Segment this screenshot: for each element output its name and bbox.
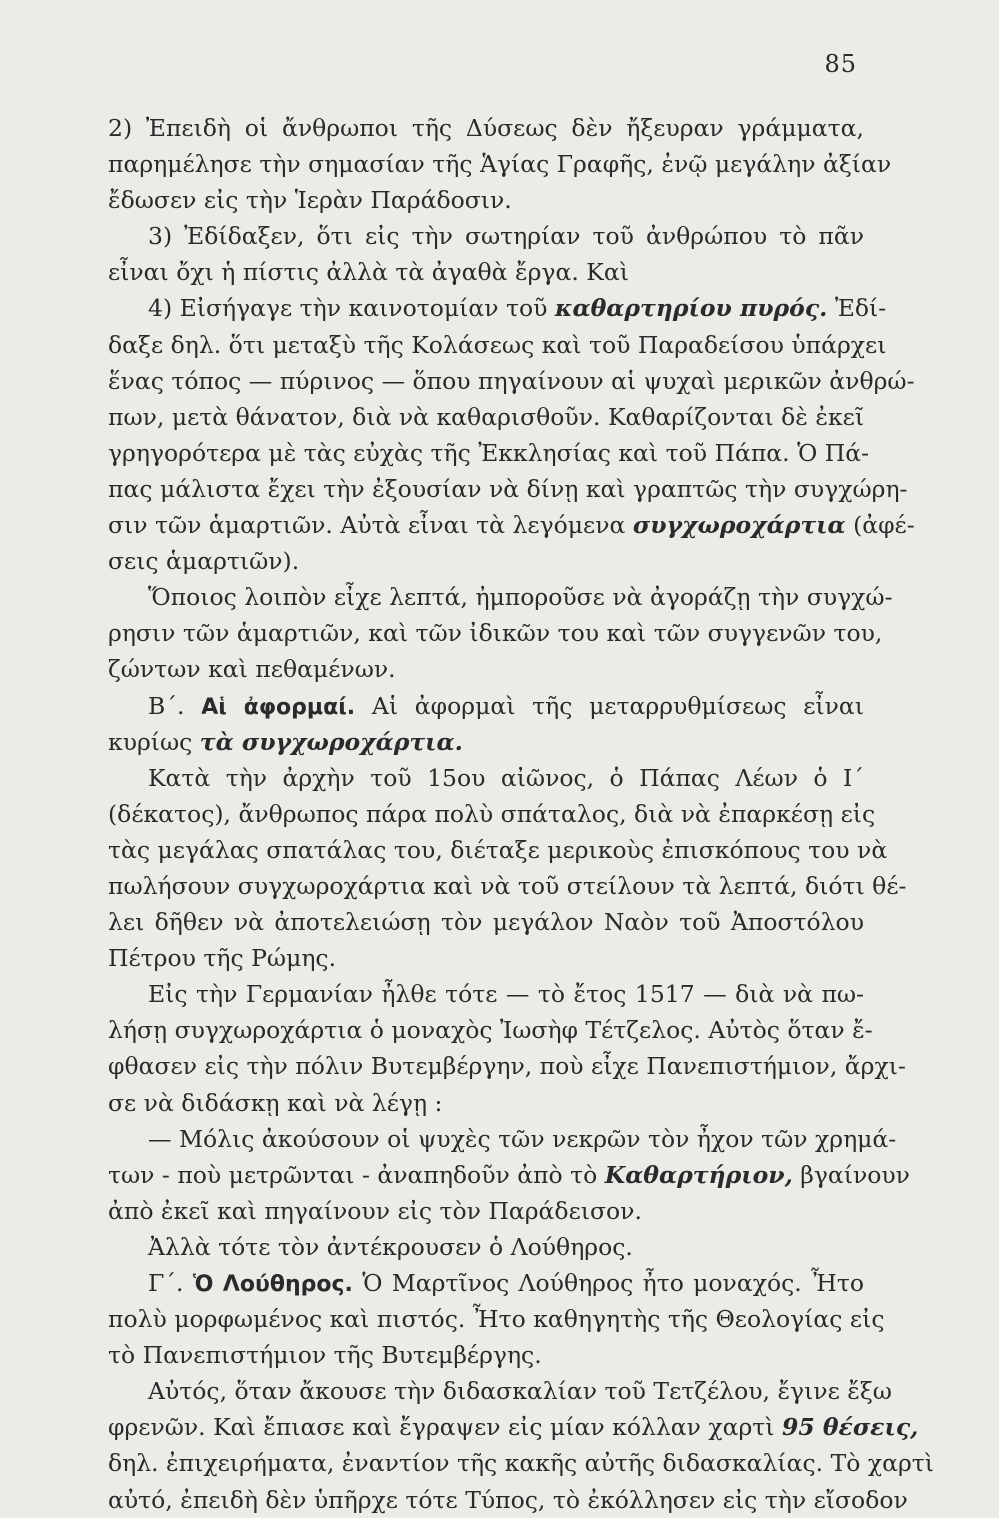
text-run: σιν τῶν ἁμαρτιῶν. Αὐτὰ εἶναι τὰ λεγόμενα	[108, 511, 633, 540]
text-line	[108, 1048, 906, 1084]
text-line	[108, 579, 893, 615]
text-line	[108, 1012, 873, 1048]
text-run: Ἀλλὰ τότε τὸν ἀντέκρουσεν ὁ Λούθηρος.	[148, 1232, 633, 1261]
text-line	[108, 904, 864, 940]
text-run: (δέκατος), ἄνθρωπος πάρα πολὺ σπάταλος, διὰ νὰ ἐπαρκέσῃ εἰς	[108, 799, 876, 828]
text-run: φρενῶν. Καὶ ἔπιασε καὶ ἔγραψεν εἰς μίαν κόλλαν χαρτὶ	[108, 1413, 782, 1442]
text-run: ἔδωσεν εἰς τὴν Ἱερὰν Παράδοσιν.	[108, 186, 512, 215]
emphasized-text: συγχωροχάρτια	[632, 511, 846, 540]
text-run: γρηγορότερα μὲ τὰς εὐχὰς τῆς Ἐκκλησίας καὶ τοῦ Πάπα. Ὁ Πά-	[108, 438, 870, 467]
text-line	[108, 327, 887, 363]
text-line	[108, 940, 864, 976]
text-line	[108, 760, 864, 796]
text-line	[108, 254, 864, 290]
text-line	[108, 1265, 864, 1301]
emphasized-text: τὰ συγχωροχάρτια.	[199, 727, 463, 756]
text-run: Κατὰ τὴν ἀρχὴν τοῦ 15ου αἰῶνος, ὁ Πάπας Λέων ὁ Ι΄	[148, 763, 864, 792]
text-run: ἀπὸ ἐκεῖ καὶ πηγαίνουν εἰς τὸν Παράδεισον.	[108, 1196, 642, 1225]
text-line	[108, 688, 864, 724]
text-run: ζώντων καὶ πεθαμένων.	[108, 655, 396, 684]
text-run: Ἐδί-	[827, 294, 887, 323]
text-line	[108, 290, 887, 326]
text-line	[108, 724, 864, 760]
text-run: πολὺ μορφωμένος καὶ πιστός. Ἦτο καθηγητὴς τῆς Θεολογίας εἰς	[108, 1305, 885, 1334]
text-run: 2) Ἐπειδὴ οἱ ἄνθρωποι τῆς Δύσεως δὲν ἤξευραν γράμματα,	[108, 114, 864, 142]
text-run: 4) Εἰσήγαγε τὴν καινοτομίαν τοῦ	[148, 294, 555, 323]
text-line	[108, 1482, 908, 1518]
text-line	[108, 868, 907, 904]
text-run: πας μάλιστα ἔχει τὴν ἐξουσίαν νὰ δίνῃ καὶ γραπτῶς τὴν συγχώρη-	[108, 474, 908, 503]
text-run: Γ΄.	[148, 1269, 193, 1297]
text-line	[108, 399, 864, 435]
text-run: — Μόλις ἀκούσουν οἱ ψυχὲς τῶν νεκρῶν τὸν ἦχον τῶν χρημά-	[148, 1124, 897, 1153]
text-line	[108, 832, 888, 868]
text-line	[108, 1121, 897, 1157]
text-run: 3) Ἐδίδαξεν, ὅτι εἰς τὴν σωτηρίαν τοῦ ἀνθρώπου τὸ πᾶν	[148, 222, 864, 251]
text-line	[108, 651, 864, 687]
text-line	[108, 1373, 892, 1409]
text-run: Πέτρου τῆς Ρώμης.	[108, 944, 337, 973]
text-run: λήσῃ συγχωροχάρτια ὁ μοναχὸς Ἰωσὴφ Τέτζελος. Αὐτὸς ὅταν ἔ-	[108, 1016, 873, 1045]
text-line	[108, 1193, 864, 1229]
text-run: σε νὰ διδάσκῃ καὶ νὰ λέγῃ :	[108, 1088, 443, 1117]
text-run: κυρίως	[108, 727, 200, 756]
body-text	[108, 110, 934, 1518]
text-run: ἕνας τόπος — πύρινος — ὅπου πηγαίνουν αἱ ψυχαὶ μερικῶν ἀνθρώ-	[108, 366, 915, 395]
text-line	[108, 1085, 864, 1121]
text-line	[108, 796, 876, 832]
text-run: Ὁ Μαρτῖνος Λούθηρος ἦτο μοναχός. Ἦτο	[352, 1269, 864, 1297]
text-run: φθασεν εἰς τὴν πόλιν Βυτεμβέργην, ποὺ εἶχε Πανεπιστήμιον, ἄρχι-	[108, 1052, 906, 1081]
emphasized-text: Καθαρτήριον,	[604, 1160, 793, 1189]
text-run: δηλ. ἐπιχειρήματα, ἐναντίον τῆς κακῆς αὐτῆς διδασκαλίας. Τὸ χαρτὶ	[108, 1449, 934, 1478]
text-line	[108, 435, 870, 471]
text-run: δαξε δηλ. ὅτι μεταξὺ τῆς Κολάσεως καὶ τοῦ Παραδείσου ὑπάρχει	[108, 330, 887, 359]
text-run: Εἰς τὴν Γερμανίαν ἦλθε τότε — τὸ ἔτος 1517 — διὰ νὰ πω-	[148, 980, 864, 1009]
text-run: ρησιν τῶν ἁμαρτιῶν, καὶ τῶν ἰδικῶν του καὶ τῶν συγγενῶν του,	[108, 619, 883, 648]
text-run: σεις ἁμαρτιῶν).	[108, 547, 300, 576]
text-run: (ἀφέ-	[845, 511, 915, 540]
text-line	[108, 1301, 885, 1337]
text-line	[108, 615, 883, 651]
page-number: 85	[824, 50, 857, 78]
text-line	[108, 507, 915, 543]
text-line	[108, 1337, 864, 1373]
text-line	[108, 146, 892, 182]
emphasized-text: Αἱ ἀφορμαί.	[201, 694, 356, 720]
text-line	[108, 1229, 864, 1265]
text-run: λει δῆθεν νὰ ἀποτελειώσῃ τὸν μεγάλον Ναὸν τοῦ Ἀποστόλου	[108, 908, 864, 937]
text-run: παρημέλησε τὴν σημασίαν τῆς Ἁγίας Γραφῆς, ἐνῷ μεγάλην ἀξίαν	[108, 150, 892, 179]
text-run: Ὅποιος λοιπὸν εἶχε λεπτά, ἠμποροῦσε νὰ ἀγοράζῃ τὴν συγχώ-	[148, 583, 893, 612]
text-line	[108, 110, 864, 146]
text-line	[108, 471, 908, 507]
text-line	[108, 218, 864, 254]
text-run: Β΄.	[148, 691, 202, 720]
text-line	[108, 1445, 934, 1481]
text-run: Αἱ ἀφορμαὶ τῆς μεταρρυθμίσεως εἶναι	[355, 691, 864, 720]
text-run: βγαίνουν	[792, 1160, 910, 1189]
text-line	[108, 1409, 919, 1445]
emphasized-text: Ὁ Λούθηρος.	[192, 1272, 353, 1297]
text-run: πωλήσουν συγχωροχάρτια καὶ νὰ τοῦ στείλουν τὰ λεπτά, διότι θέ-	[108, 871, 907, 900]
text-run: εἶναι ὄχι ἡ πίστις ἀλλὰ τὰ ἀγαθὰ ἔργα. Καὶ	[108, 258, 629, 287]
text-line	[108, 1157, 910, 1193]
text-run: των - ποὺ μετρῶνται - ἀναπηδοῦν ἀπὸ τὸ	[108, 1160, 605, 1189]
text-run: αὐτό, ἐπειδὴ δὲν ὑπῆρχε τότε Τύπος, τὸ ἐκόλλησεν εἰς τὴν εἴσοδον	[108, 1485, 908, 1514]
text-line	[108, 976, 864, 1012]
text-run: τὸ Πανεπιστήμιον τῆς Βυτεμβέργης.	[108, 1341, 542, 1370]
emphasized-text: καθαρτηρίου πυρός.	[554, 294, 828, 323]
emphasized-text: 95 θέσεις,	[781, 1413, 919, 1442]
text-line	[108, 182, 864, 218]
text-run: Αὐτός, ὅταν ἄκουσε τὴν διδασκαλίαν τοῦ Τετζέλου, ἔγινε ἔξω	[148, 1377, 892, 1406]
text-line	[108, 363, 915, 399]
text-run: πων, μετὰ θάνατον, διὰ νὰ καθαρισθοῦν. Καθαρίζονται δὲ ἐκεῖ	[108, 402, 865, 431]
text-run: τὰς μεγάλας σπατάλας του, διέταξε μερικοὺς ἐπισκόπους του νὰ	[108, 835, 888, 864]
text-line	[108, 543, 864, 579]
